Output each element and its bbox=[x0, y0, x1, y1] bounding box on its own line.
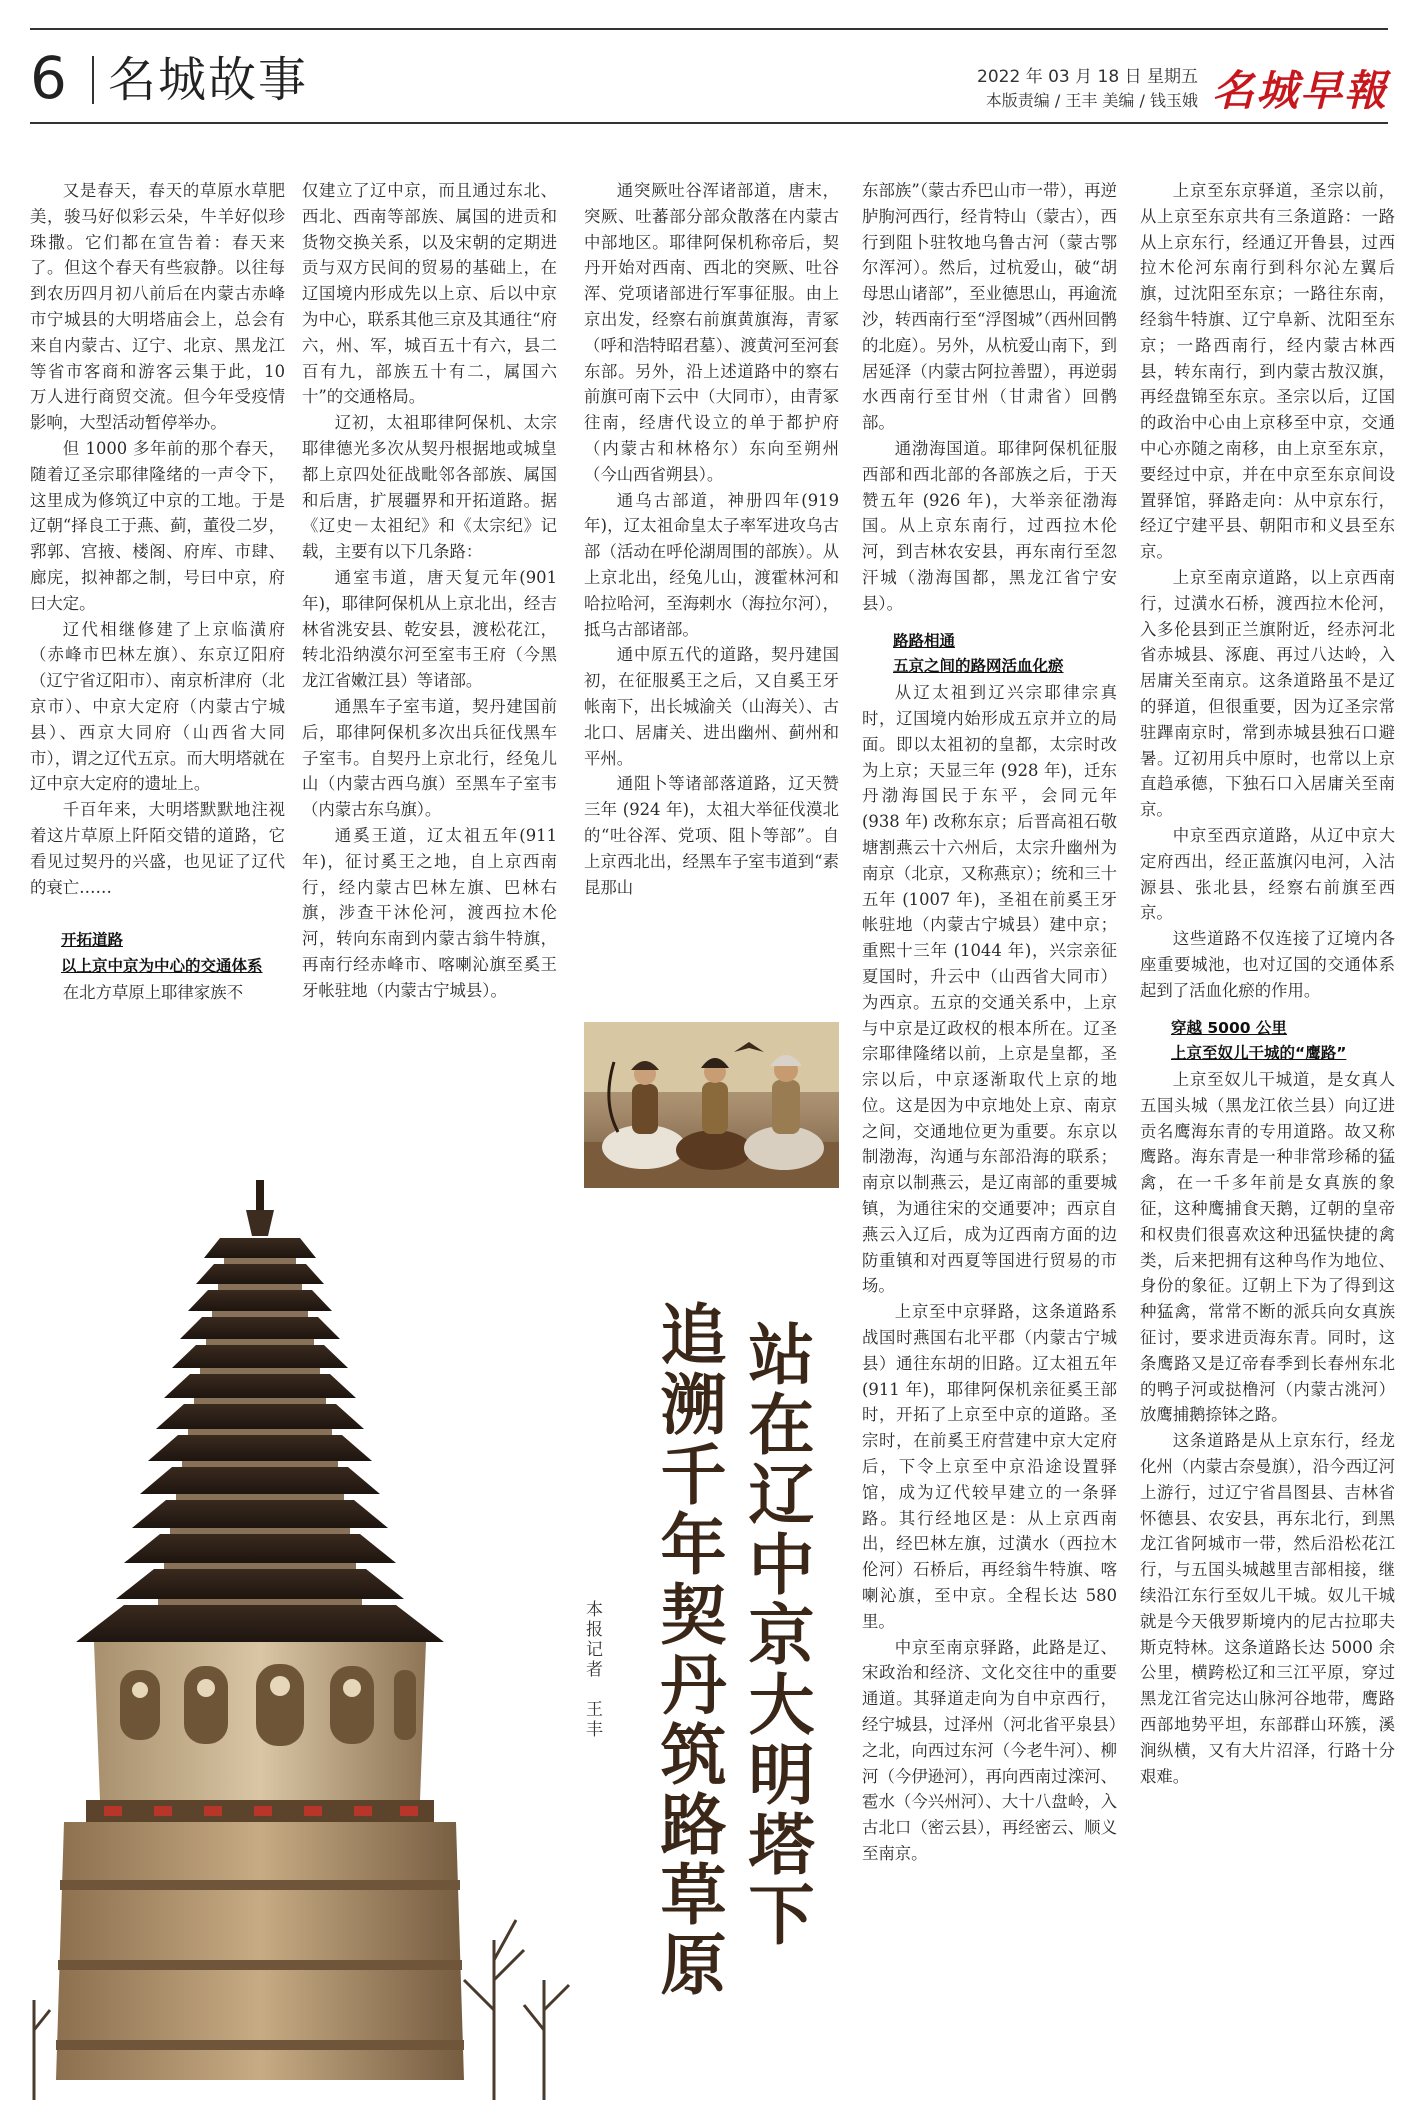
photo-daming-pagoda bbox=[24, 1180, 582, 2100]
paragraph: 辽初，太祖耶律阿保机、太宗耶律德光多次从契丹根据地或城皇都上京四处征战毗邻各部族、属国和后唐，扩展疆界和开拓道路。据《辽史－太祖纪》和《太宗纪》记载，主要有以下几条路： bbox=[302, 413, 557, 562]
riders-illustration bbox=[584, 1022, 839, 1188]
headline-sub: 追溯千年契丹筑路草原 bbox=[649, 1300, 726, 2000]
subheading bbox=[862, 629, 1117, 655]
article-column-1 bbox=[30, 178, 285, 1168]
subheading-line-2: 以上京中京为中心的交通体系 bbox=[61, 957, 263, 976]
paragraph: 辽代相继修建了上京临潢府（赤峰市巴林左旗）、东京辽阳府（辽宁省辽阳市）、南京析津府（北京市）、中京大定府（内蒙古宁城县）、西京大同府（山西省大同市），谓之辽代五京。而大明塔就在辽中京大定府的遗址上。 bbox=[30, 619, 285, 794]
paragraph: 上京至中京驿路，这条道路系战国时燕国右北平郡（内蒙古宁城县）通往东胡的旧路。辽太祖五年 (911 年)，耶律阿保机亲征奚王部时，开拓了上京至中京的道路。圣宗时，在前奚王府营建中京大定府后，下令上京至中京沿途设置驿馆，成为辽代较早建立的一条驿路。其行经地区是：从上京西南出，经巴林左旗，过潢水（西拉木伦河）石桥后，再经翁牛特旗、喀喇沁旗，至中京。全程长达 580 里。 bbox=[862, 1302, 1117, 1631]
paragraph: 通室韦道，唐天复元年(901 年)，耶律阿保机从上京北出，经吉林省洮安县、乾安县，渡松花江，转北沿纳漠尔河至室韦王府（今黑龙江省嫩江县）等诸部。 bbox=[302, 567, 557, 691]
subheading-line-1: 开拓道路 bbox=[61, 931, 124, 950]
paragraph: 千百年来，大明塔默默地注视着这片草原上阡陌交错的道路，它看见过契丹的兴盛，也见证了辽代的衰亡…… bbox=[30, 800, 285, 897]
paragraph: 上京至奴儿干城道，是女真人五国头城（黑龙江依兰县）向辽进贡名鹰海东青的专用道路。故又称鹰路。海东青是一种非常珍稀的猛禽，在一千多年前是女真族的象征，这种鹰捕食天鹅，辽朝的皇帝和权贵们很喜欢这种迅猛快捷的禽类，后来把拥有这种鸟作为地位、身份的象征。辽朝上下为了得到这种猛禽，常常不断的派兵向女真族征讨，要求进贡海东青。同时，这条鹰路又是辽帝春季到长春州东北的鸭子河或挞橹河（内蒙古洮河）放鹰捕鹅捺钵之路。 bbox=[1140, 1070, 1395, 1425]
paragraph: 通乌古部道，神册四年(919 年)，辽太祖命皇太子率军进攻乌古部（活动在呼伦湖周围的部族）。从上京北出，经兔儿山，渡霍林河和哈拉哈河，至海剌水（海拉尔河），抵乌古部诸部。 bbox=[584, 490, 839, 639]
paragraph: 中京至南京驿路，此路是辽、宋政治和经济、文化交往中的重要通道。其驿道走向为自中京西行，经宁城县，过泽州（河北省平泉县）之北，向西过东河（今老牛河）、柳河（今伊逊河），再向西南过滦河、雹水（今兴州河）、大十八盘岭，入古北口（密云县），再经密云、顺义至南京。 bbox=[862, 1637, 1117, 1863]
photo-mounted-riders bbox=[584, 1022, 839, 1188]
paragraph: 通阻卜等诸部落道路，辽天赞三年 (924 年)，太祖大举征伐漠北的“吐谷浑、党项、阻卜等部”。自上京西北出，经黑车子室韦道到“素昆那山 bbox=[584, 774, 839, 897]
header-bottom-rule bbox=[30, 122, 1388, 124]
paragraph: 但 1000 多年前的那个春天，随着辽圣宗耶律隆绪的一声令下，这里成为修筑辽中京的工地。于是辽朝“择良工于燕、蓟，董役二岁，郛郭、宫掖、楼阁、府库、市肆、廊庑，拟神都之制，号曰中京，府曰大定。 bbox=[30, 438, 285, 613]
paragraph: 通突厥吐谷浑诸部道，唐末，突厥、吐蕃部分部众散落在内蒙古中部地区。耶律阿保机称帝后，契丹开始对西南、西北的突厥、吐谷浑、党项诸部进行军事征服。由上京出发，经察右前旗黄旗海，青冢（呼和浩特昭君墓）、渡黄河至河套东部。另外，沿上述道路中的察右前旗可南下云中（大同市），由青冢往南，经唐代设立的单于都护府（内蒙古和林格尔）东向至朔州（今山西省朔县）。 bbox=[584, 181, 839, 484]
subheading bbox=[30, 928, 285, 954]
paragraph: 在北方草原上耶律家族不 bbox=[62, 982, 244, 1002]
subheading-line-2: 五京之间的路网活血化瘀 bbox=[893, 657, 1064, 676]
subheading-line-1: 穿越 5000 公里 bbox=[1171, 1018, 1287, 1037]
paragraph: 上京至南京道路，以上京西南行，过潢水石桥，渡西拉木伦河，入多伦县到正兰旗附近，经赤河北省赤城县、涿鹿、再过八达岭，入居庸关至南京。这条道路虽不是辽的驿道，但很重要，因为辽圣宗常驻蹕南京时，常到赤城县独石口避暑。辽初用兵中原时，也常以上京直趋承德，下独石口入居庸关至南京。 bbox=[1140, 567, 1395, 820]
header-top-rule bbox=[30, 28, 1388, 30]
subheading bbox=[1140, 1041, 1395, 1067]
page-number: 6 bbox=[30, 44, 67, 112]
paragraph: 仅建立了辽中京，而且通过东北、西北、西南等部族、属国的进贡和货物交换关系，以及宋朝的定期进贡与双方民间的贸易的基础上，在辽国境内形成先以上京、后以中京为中心，联系其他三京及其通往“府六，州、军，城百五十有六，县二百有九，部族五十有二，属国六十”的交通格局。 bbox=[302, 181, 557, 407]
byline: 本报记者 王丰 bbox=[582, 1600, 602, 1740]
paragraph: 从辽太祖到辽兴宗耶律宗真时，辽国境内始形成五京并立的局面。即以太祖初的皇都，太宗时改为上京；天显三年 (928 年)，迁东丹渤海国民于东平，会同元年 (938 年) 改称东京；后晋高祖石敬塘割燕云十六州后，太宗升幽州为南京（北京，又称燕京）；统和三十五年 (1007 年)，圣祖在前奚王牙帐驻地（内蒙古宁城县）建中京；重熙十三年 (1044 年)，兴宗亲征夏国时，升云中（山西省大同市）为西京。五京的交通关系中，上京与中京是辽政权的根本所在。辽圣宗耶律隆绪以前，上京是皇都，圣宗以后，中京逐渐取代上京的地位。这是因为中京地处上京、南京之间，交通地位更为重要。东京以制渤海，沟通与东部沿海的联系；南京以制燕云，是辽南部的重要城镇，为通往宋的交通要冲；西京自燕云入辽后，成为辽西南方面的边防重镇和对西夏等国进行贸易的市场。 bbox=[862, 683, 1117, 1296]
paragraph: 这条道路是从上京东行，经龙化州（内蒙古奈曼旗），沿今西辽河上游行，过辽宁省昌图县、吉林省怀德县、农安县，再东北行，到黑龙江省阿城市一带，然后沿松花江行，与五国头城越里吉部相接，继续沿江东行至奴儿干城。奴儿干城就是今天俄罗斯境内的尼古拉耶夫斯克特林。这条道路长达 5000 余公里，横跨松辽和三江平原，穿过黑龙江省完达山脉河谷地带，鹰路西部地势平坦，东部群山环簇，溪涧纵横，又有大片沼泽，行路十分艰难。 bbox=[1140, 1431, 1395, 1786]
paragraph: 这些道路不仅连接了辽境内各座重要城池，也对辽国的交通体系起到了活血化瘀的作用。 bbox=[1140, 929, 1395, 1000]
editors-credit: 本版责编 / 王丰 美编 / 钱玉娥 bbox=[985, 91, 1198, 110]
section-divider bbox=[92, 56, 94, 104]
issue-date: 2022 年 03 月 18 日 星期五 bbox=[977, 67, 1198, 87]
paragraph: 又是春天，春天的草原水草肥美，骏马好似彩云朵，牛羊好似珍珠撒。它们都在宣告着：春天来了。但这个春天有些寂静。以往每到农历四月初八前后在内蒙古赤峰市宁城县的大明塔庙会上，总会有来自内蒙古、辽宁、北京、黑龙江等省市客商和游客云集于此，10 万人进行商贸交流。但今年受疫情影响，大型活动暂停举办。 bbox=[30, 181, 285, 433]
article-column-3 bbox=[584, 178, 839, 1008]
paragraph: 东部族”（蒙古乔巴山市一带），再逆胪朐河西行，经肯特山（蒙古），西行到阻卜驻牧地乌鲁古河（蒙古鄂尔浑河）。然后，过杭爱山，破“胡母思山诸部”，至业德思山，再逾流沙，转西南行至“浮图城”（西州回鹘的北庭）。另外，从杭爱山南下，到居延泽（内蒙古阿拉善盟），再逆弱水西南行至甘州（甘肃省）回鹘部。 bbox=[862, 181, 1117, 433]
section-title: 名城故事 bbox=[108, 52, 309, 108]
subheading bbox=[30, 954, 285, 980]
headline-main: 站在辽中京大明塔下 bbox=[737, 1320, 814, 1950]
article-column-4 bbox=[862, 178, 1117, 2108]
paragraph: 上京至东京驿道，圣宗以前，从上京至东京共有三条道路：一路从上京东行，经通辽开鲁县，过西拉木伦河东南行到科尔沁左翼后旗，过沈阳至东京；一路往东南，经翁牛特旗、辽宁阜新、沈阳至东京；一路西南行，经内蒙古林西县，转东南行，到内蒙古敖汉旗，再经盘锦至东京。圣宗以后，辽国的政治中心由上京移至中京，交通中心亦随之南移，由上京至东京，要经过中京，并在中京至东京间设置驿馆，驿路走向：从中京东行，经辽宁建平县、朝阳市和义县至东京。 bbox=[1140, 181, 1395, 562]
article-column-2 bbox=[302, 178, 557, 1198]
subheading-line-1: 路路相通 bbox=[893, 631, 956, 650]
subheading-line-2: 上京至奴儿干城的“鹰路” bbox=[1171, 1044, 1347, 1063]
paragraph: 中京至西京道路，从辽中京大定府西出，经正蓝旗闪电河，入沽源县、张北县，经察右前旗至西京。 bbox=[1140, 825, 1395, 923]
paragraph: 通奚王道，辽太祖五年(911 年)，征讨奚王之地，自上京西南行，经内蒙古巴林左旗、巴林右旗，涉查干沐伦河，渡西拉木伦河，转向东南到内蒙古翁牛特旗，再南行经赤峰市、喀喇沁旗至奚王牙帐驻地（内蒙古宁城县）。 bbox=[302, 825, 557, 1000]
paragraph: 通中原五代的道路，契丹建国初，在征服奚王之后，又自奚王牙帐南下，出长城渝关（山海关）、古北口、居庸关、进出幽州、蓟州和平州。 bbox=[584, 645, 839, 768]
paragraph: 通黑车子室韦道，契丹建国前后，耶律阿保机多次出兵征伐黑车子室韦。自契丹上京北行，经兔儿山（内蒙古西乌旗）至黑车子室韦（内蒙古东乌旗）。 bbox=[302, 696, 557, 820]
subheading bbox=[862, 654, 1117, 680]
paragraph: 通渤海国道。耶律阿保机征服西部和西北部的各部族之后，于天赞五年 (926 年)，大举亲征渤海国。从上京东南行，过西拉木伦河，到吉林农安县，再东南行至忽汗城（渤海国都，黑龙江省宁安县）。 bbox=[862, 438, 1117, 613]
subheading bbox=[1140, 1016, 1395, 1042]
article-column-5 bbox=[1140, 178, 1395, 2108]
masthead-logo: 名城早報 bbox=[1211, 66, 1388, 115]
